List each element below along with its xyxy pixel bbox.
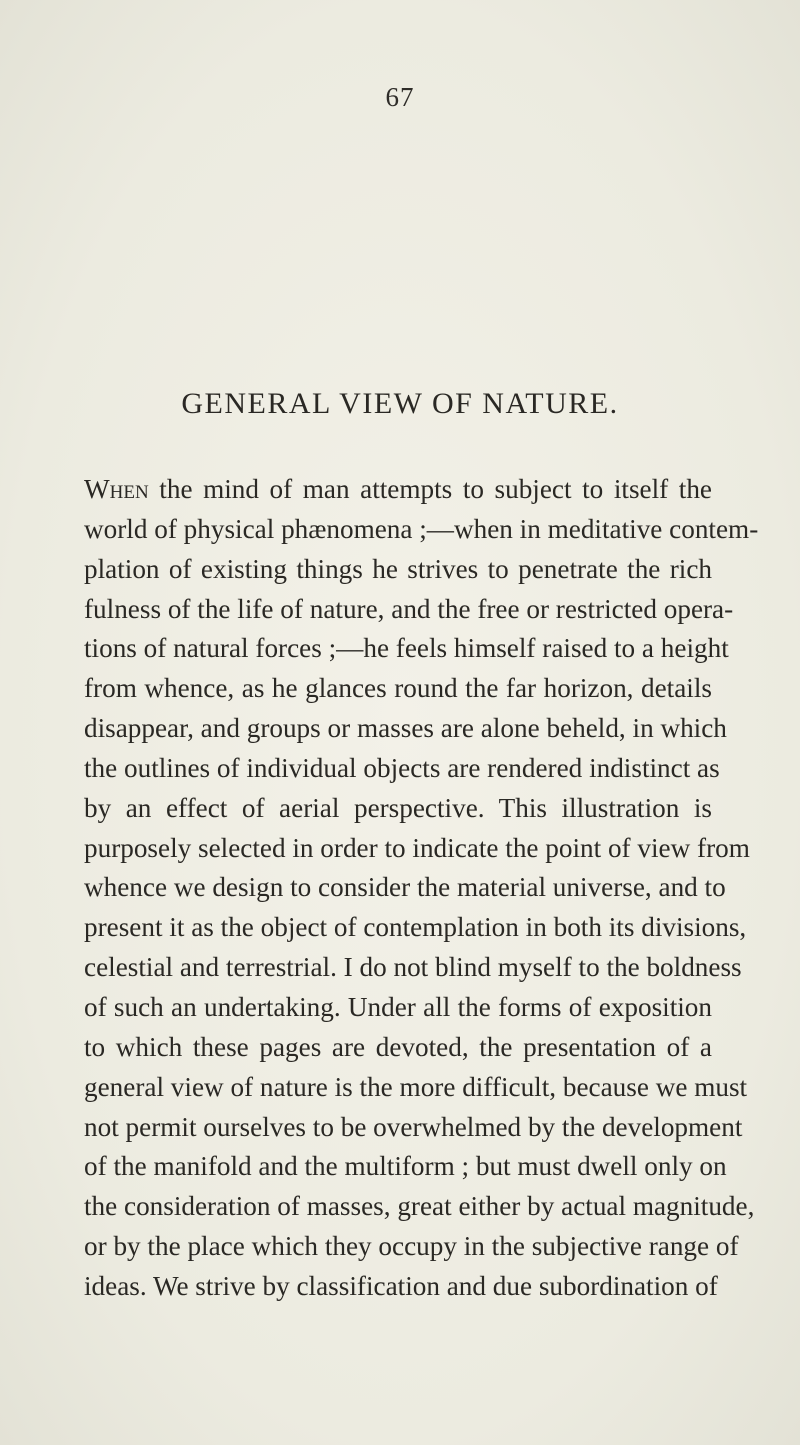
text-line: of the manifold and the multiform ; but must dwell only on [84,1151,727,1182]
text-line: not permit ourselves to be overwhelmed by the development [84,1111,743,1142]
text-line: plation of existing things he strives to penetrate the rich [84,553,712,584]
text-line: tions of natural forces ;—he feels himself raised to a height [84,633,729,664]
opening-word: When [84,474,149,504]
text-line: from whence, as he glances round the far horizon, details [84,673,712,704]
text-line: present it as the object of contemplation in both its divisions, [84,912,747,943]
text-line: or by the place which they occupy in the subjective range of [84,1231,739,1262]
body-paragraph [84,470,759,1307]
text-line: general view of nature is the more difficult, because we must [84,1071,748,1102]
text-line: the consideration of masses, great either by actual magnitude, [84,1191,755,1222]
text-line: world of physical phænomena ;—when in meditative contem- [84,513,759,544]
text-line: of such an undertaking. Under all the forms of exposition [84,991,712,1022]
text-line: the outlines of individual objects are rendered indistinct as [84,752,720,783]
text-line-content: the mind of man attempts to subject to itself the [148,474,712,504]
text-line: whence we design to consider the material universe, and to [84,872,726,903]
text-line: fulness of the life of nature, and the free or restricted opera- [84,593,734,624]
text-line: purposely selected in order to indicate the point of view from [84,832,750,863]
text-line: celestial and terrestrial. I do not blind myself to the boldness [84,952,742,983]
text-line: disappear, and groups or masses are alone beheld, in which [84,713,727,744]
text-line: by an effect of aerial perspective. This illustration is [84,792,712,823]
text-line: ideas. We strive by classification and due subordination of [84,1270,718,1301]
page-number: 67 [385,82,415,112]
chapter-title: GENERAL VIEW OF NATURE. [181,387,619,420]
text-line: to which these pages are devoted, the presentation of a [84,1031,712,1062]
text-line [84,470,712,510]
